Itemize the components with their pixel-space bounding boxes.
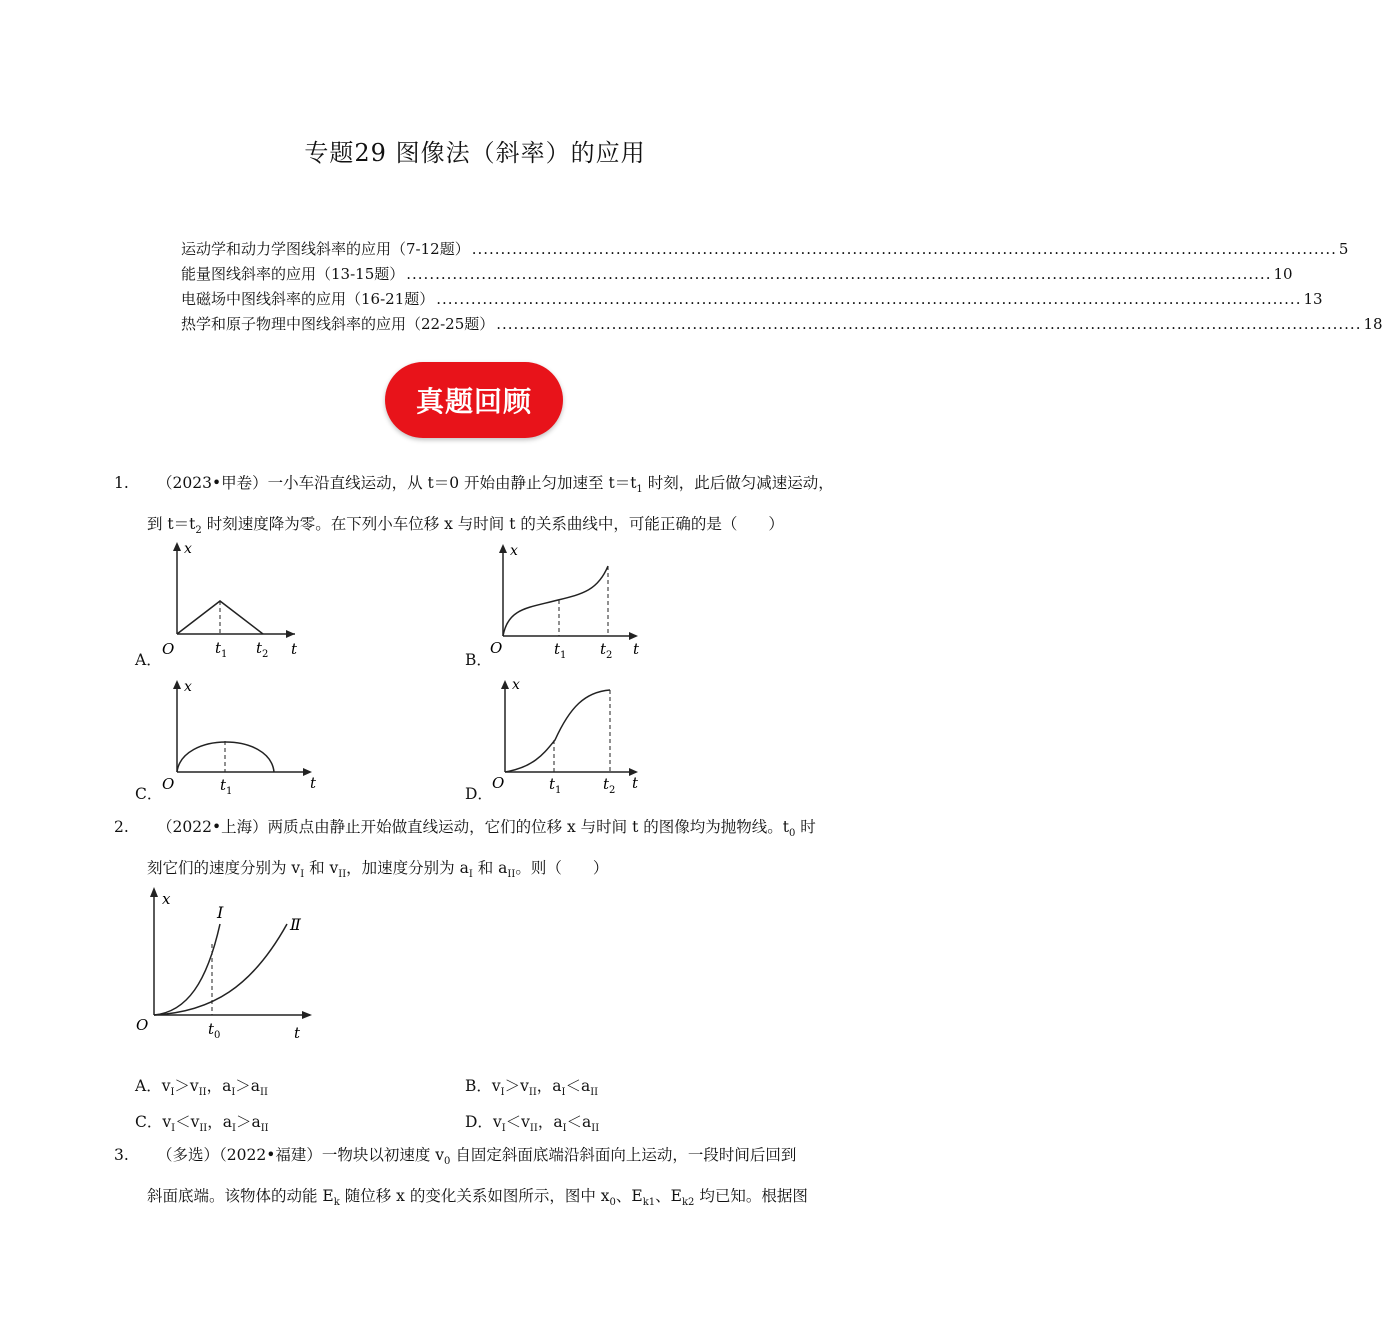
- graph-q2: [132, 882, 322, 1042]
- option-c-label: C．: [135, 1113, 163, 1131]
- graph-a: [160, 538, 310, 666]
- origin-label: O: [136, 1016, 149, 1034]
- axis-t-label: t: [310, 774, 317, 792]
- option-b-label[interactable]: B．: [465, 651, 492, 669]
- toc-leader-dots: ......................................................................................................................................................: [436, 290, 1302, 308]
- axis-x-label: x: [510, 543, 518, 559]
- origin-label: O: [162, 775, 175, 793]
- toc-entry-page: 10: [1273, 265, 1293, 283]
- curve-I-label: Ⅰ: [217, 903, 224, 922]
- q2-line1: （2022•上海）两质点由静止开始做直线运动，它们的位移 x 与时间 t 的图像均为抛物线。t: [157, 818, 789, 836]
- option-a[interactable]: A．$v_I>v_{II}$，$a_I>a_{II}$: [135, 1077, 268, 1099]
- sub-II: II: [507, 869, 516, 881]
- sub-I: I: [468, 869, 473, 881]
- axis-t-label: t: [294, 1024, 301, 1042]
- option-b-label: B．: [465, 1077, 492, 1095]
- q3-line2e: 均已知。根据图: [694, 1187, 808, 1206]
- q3-line2d: 、E: [655, 1187, 682, 1206]
- q3-line2: 斜面底端。该物体的动能 E: [147, 1187, 334, 1206]
- t1-label: $t_1$: [554, 640, 567, 661]
- graph-d: [490, 672, 650, 800]
- t2-label: $t_2$: [600, 640, 613, 661]
- question-number: 3.: [114, 1146, 129, 1164]
- q1-line1: （2023•甲卷）一小车沿直线运动，从 t＝0 开始由静止匀加速至 t＝t: [157, 474, 637, 492]
- question-1-text: [147, 466, 857, 548]
- option-c-label[interactable]: C．: [135, 785, 163, 803]
- sub-I: I: [300, 869, 305, 881]
- toc-entry[interactable]: [181, 263, 1293, 288]
- toc-entry-label: 能量图线斜率的应用（13-15题）: [181, 265, 405, 283]
- option-d[interactable]: D．$v_I<v_{II}$，$a_I<a_{II}$: [465, 1113, 600, 1135]
- axis-x-label: x: [512, 677, 520, 693]
- q2-line1b: 时: [795, 818, 816, 836]
- toc-leader-dots: ......................................................................................................................................................: [406, 265, 1272, 283]
- t1-label: $t_1$: [220, 776, 233, 797]
- option-a-label[interactable]: A．: [135, 651, 162, 669]
- toc-entry-label: 电磁场中图线斜率的应用（16-21题）: [181, 290, 435, 308]
- t1-label: $t_1$: [549, 775, 562, 796]
- q2-line2: 刻它们的速度分别为 v: [147, 859, 301, 878]
- origin-label: O: [162, 640, 175, 658]
- q2-line2d: 和 a: [472, 859, 508, 878]
- graph-b: [488, 538, 648, 666]
- q3-line2c: 、E: [615, 1187, 643, 1206]
- toc-entry-page: 13: [1303, 290, 1323, 308]
- toc-leader-dots: ......................................................................................................................................................: [496, 315, 1362, 333]
- toc-leader-dots: ......................................................................................................................................................: [471, 240, 1337, 258]
- curve-II-label: Ⅱ: [290, 915, 301, 934]
- option-d-label: D．: [465, 1113, 493, 1131]
- sub-1: 1: [636, 484, 643, 496]
- sub-0: 0: [789, 828, 796, 840]
- axis-t-label: t: [632, 774, 639, 792]
- q2-line2b: 和 v: [304, 859, 339, 878]
- sub-0: 0: [444, 1156, 451, 1168]
- origin-label: O: [492, 774, 505, 792]
- section-badge: 真题回顾: [385, 362, 563, 438]
- toc-entry[interactable]: [181, 238, 1349, 263]
- toc-entry-page: 18: [1363, 315, 1383, 333]
- option-c[interactable]: C．$v_I<v_{II}$，$a_I>a_{II}$: [135, 1113, 269, 1135]
- t0-label: $t_0$: [208, 1020, 221, 1041]
- toc-entry[interactable]: [181, 288, 1323, 313]
- t2-label: $t_2$: [603, 775, 616, 796]
- sub-k: k: [333, 1197, 340, 1209]
- graph-c: [160, 672, 330, 800]
- toc-entry-page: 5: [1338, 240, 1349, 258]
- sub-k2: k2: [681, 1197, 695, 1209]
- question-2-text: [147, 810, 857, 892]
- sub-2: 2: [195, 525, 202, 537]
- table-of-contents: [181, 238, 1383, 338]
- sub-0: 0: [609, 1197, 616, 1209]
- axis-t-label: t: [633, 640, 640, 658]
- t1-label: $t_1$: [215, 639, 228, 660]
- sub-k1: k1: [642, 1197, 656, 1209]
- q1-line1b: 时刻，此后做匀减速运动，: [642, 474, 834, 492]
- question-number: 1.: [114, 474, 129, 492]
- toc-entry-label: 运动学和动力学图线斜率的应用（7-12题）: [181, 240, 470, 258]
- q3-line1: （多选）（2022•福建）一物块以初速度 v: [157, 1146, 445, 1164]
- axis-x-label: x: [184, 679, 192, 695]
- toc-entry-label: 热学和原子物理中图线斜率的应用（22-25题）: [181, 315, 495, 333]
- option-a-label: A．: [135, 1077, 162, 1095]
- q3-line1b: 自固定斜面底端沿斜面向上运动，一段时间后回到: [450, 1146, 797, 1164]
- question-3-text: [147, 1138, 857, 1220]
- axis-x-label: x: [162, 890, 171, 908]
- t2-label: $t_2$: [256, 639, 269, 660]
- option-b[interactable]: B．$v_I>v_{II}$，$a_I<a_{II}$: [465, 1077, 599, 1099]
- q2-line2c: ，加速度分别为 a: [346, 859, 469, 878]
- q2-line2e: 。则（ ）: [515, 859, 609, 878]
- option-d-label[interactable]: D．: [465, 785, 493, 803]
- sub-II: II: [338, 869, 347, 881]
- q3-line2b: 随位移 x 的变化关系如图所示，图中 x: [339, 1187, 610, 1206]
- axis-t-label: t: [291, 640, 298, 658]
- page-title: 专题29 图像法（斜率）的应用: [304, 139, 646, 167]
- q1-line2: 到 t＝t: [147, 515, 196, 534]
- question-number: 2.: [114, 818, 129, 836]
- q1-line2b: 时刻速度降为零。在下列小车位移 x 与时间 t 的关系曲线中，可能正确的是（ ）: [201, 515, 784, 534]
- toc-entry[interactable]: [181, 313, 1383, 338]
- axis-x-label: x: [184, 541, 192, 557]
- origin-label: O: [490, 639, 503, 657]
